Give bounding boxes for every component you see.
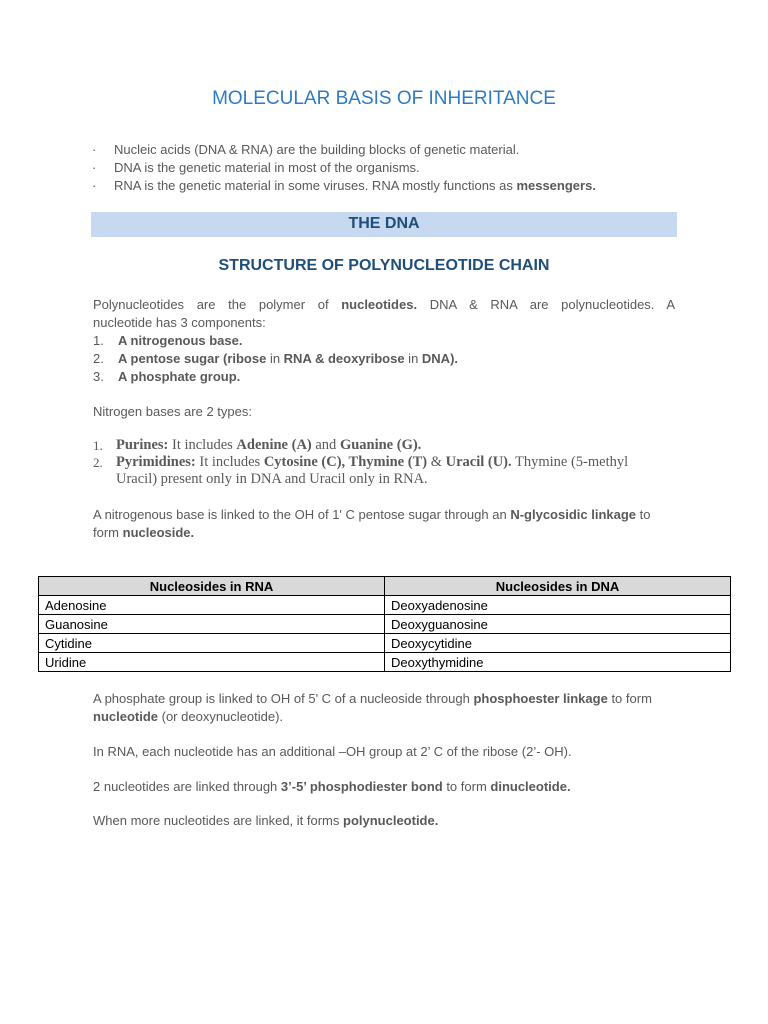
section-band — [91, 212, 677, 237]
bullet-item — [92, 177, 692, 195]
table-cell: Guanosine — [39, 615, 385, 634]
para-text: A phosphate group is linked to OH of 5' C of a nucleoside through — [93, 691, 474, 706]
bases-list — [93, 437, 668, 488]
components-list — [93, 332, 675, 386]
table-row — [39, 634, 731, 653]
bullet-text: RNA is the genetic material in some viruses. RNA mostly functions as — [114, 178, 517, 193]
list-number: 1. — [93, 333, 104, 348]
column-header: Nucleosides in DNA — [385, 577, 731, 596]
table-row — [39, 596, 731, 615]
para-text: A nitrogenous base is linked to the OH of 1' C pentose sugar through an — [93, 507, 511, 522]
intro-bold: nucleotides. — [341, 297, 418, 312]
page-title: MOLECULAR BASIS OF INHERITANCE — [212, 88, 556, 109]
polynucleotide-paragraph — [93, 812, 675, 830]
table-row — [39, 653, 731, 672]
list-item — [93, 332, 675, 350]
list-item — [93, 437, 668, 454]
list-text: in — [266, 351, 284, 366]
dinucleotide-paragraph — [93, 778, 675, 796]
para-text: to form — [93, 507, 651, 540]
bullet-text-bold: messengers. — [516, 178, 596, 193]
list-item — [93, 454, 668, 488]
para-text: When more nucleotides are linked, it forms — [93, 813, 343, 828]
bullet-marker: · — [92, 178, 97, 193]
intro-text: DNA & RNA are polynucleotides. A — [417, 297, 675, 312]
para-text: to form — [607, 691, 652, 706]
bullet-item — [92, 159, 692, 177]
para-bold: nucleotide — [93, 709, 159, 724]
list-item — [93, 350, 675, 368]
list-text-bold: Cytosine (C), Thymine (T) — [263, 454, 428, 470]
bullet-marker: · — [92, 142, 97, 157]
list-number: 2. — [93, 455, 103, 470]
phosphate-paragraph — [93, 690, 673, 726]
list-text-bold: Purines: — [116, 437, 169, 453]
list-text: in — [404, 351, 422, 366]
list-text: and — [311, 437, 340, 453]
bullet-item — [92, 141, 692, 159]
list-text: & — [427, 454, 446, 470]
intro-text: Polynucleotides are the polymer of — [93, 297, 342, 312]
table-cell: Deoxythymidine — [385, 653, 731, 672]
section-subtitle: STRUCTURE OF POLYNUCLEOTIDE CHAIN — [218, 257, 550, 274]
list-number: 2. — [93, 351, 104, 366]
table-cell: Deoxyadenosine — [385, 596, 731, 615]
table-row — [39, 615, 731, 634]
list-text-bold: DNA). — [421, 351, 459, 366]
list-text: It includes — [195, 454, 264, 470]
nucleoside-paragraph — [93, 506, 653, 542]
para-bold: phosphoester linkage — [473, 691, 608, 706]
para-bold: polynucleotide. — [343, 813, 439, 828]
list-text-bold: A nitrogenous base. — [118, 333, 243, 348]
para-bold: 3’-5’ phosphodiester bond — [280, 779, 443, 794]
list-text: It includes — [168, 437, 237, 453]
list-text-bold: A phosphate group. — [118, 369, 241, 384]
list-number: 1. — [93, 438, 103, 453]
column-header: Nucleosides in RNA — [39, 577, 385, 596]
bullet-text: Nucleic acids (DNA & RNA) are the building blocks of genetic material. — [114, 142, 520, 157]
bullet-text: DNA is the genetic material in most of the organisms. — [114, 160, 420, 175]
table-cell: Deoxycytidine — [385, 634, 731, 653]
list-text-bold: Guanine (G). — [339, 437, 422, 453]
bullet-marker: · — [92, 160, 97, 175]
para-bold: N-glycosidic linkage — [510, 507, 637, 522]
para-text: (or deoxynucleotide). — [158, 709, 284, 724]
para-text: to form — [442, 779, 491, 794]
para-text: 2 nucleotides are linked through — [93, 779, 281, 794]
list-text: Thymine (5-methyl Uracil) present only in DNA and Uracil only in RNA. — [116, 454, 629, 487]
section-heading: THE DNA — [348, 215, 420, 232]
list-text-bold: Adenine (A) — [236, 437, 312, 453]
intro-bullet-list — [92, 141, 692, 195]
para-bold: nucleoside. — [122, 525, 195, 540]
intro-line-2: nucleotide has 3 components: — [93, 315, 266, 330]
table-cell: Uridine — [39, 653, 385, 672]
bases-heading: Nitrogen bases are 2 types: — [93, 404, 252, 419]
list-text-bold: RNA & deoxyribose — [283, 351, 405, 366]
table-header-row — [39, 577, 731, 596]
rna-paragraph: In RNA, each nucleotide has an additional –OH group at 2’ C of the ribose (2’- OH). — [93, 744, 572, 759]
list-number: 3. — [93, 369, 104, 384]
intro-line-1 — [93, 296, 675, 314]
list-text-bold: Pyrimidines: — [116, 454, 196, 470]
nucleosides-table — [38, 576, 731, 672]
list-text-bold: Uracil (U). — [445, 454, 512, 470]
list-item — [93, 368, 675, 386]
intro-paragraph — [93, 296, 675, 386]
table-cell: Cytidine — [39, 634, 385, 653]
para-bold: dinucleotide. — [490, 779, 571, 794]
list-text-bold: A pentose sugar (ribose — [118, 351, 267, 366]
table-cell: Deoxyguanosine — [385, 615, 731, 634]
table-cell: Adenosine — [39, 596, 385, 615]
